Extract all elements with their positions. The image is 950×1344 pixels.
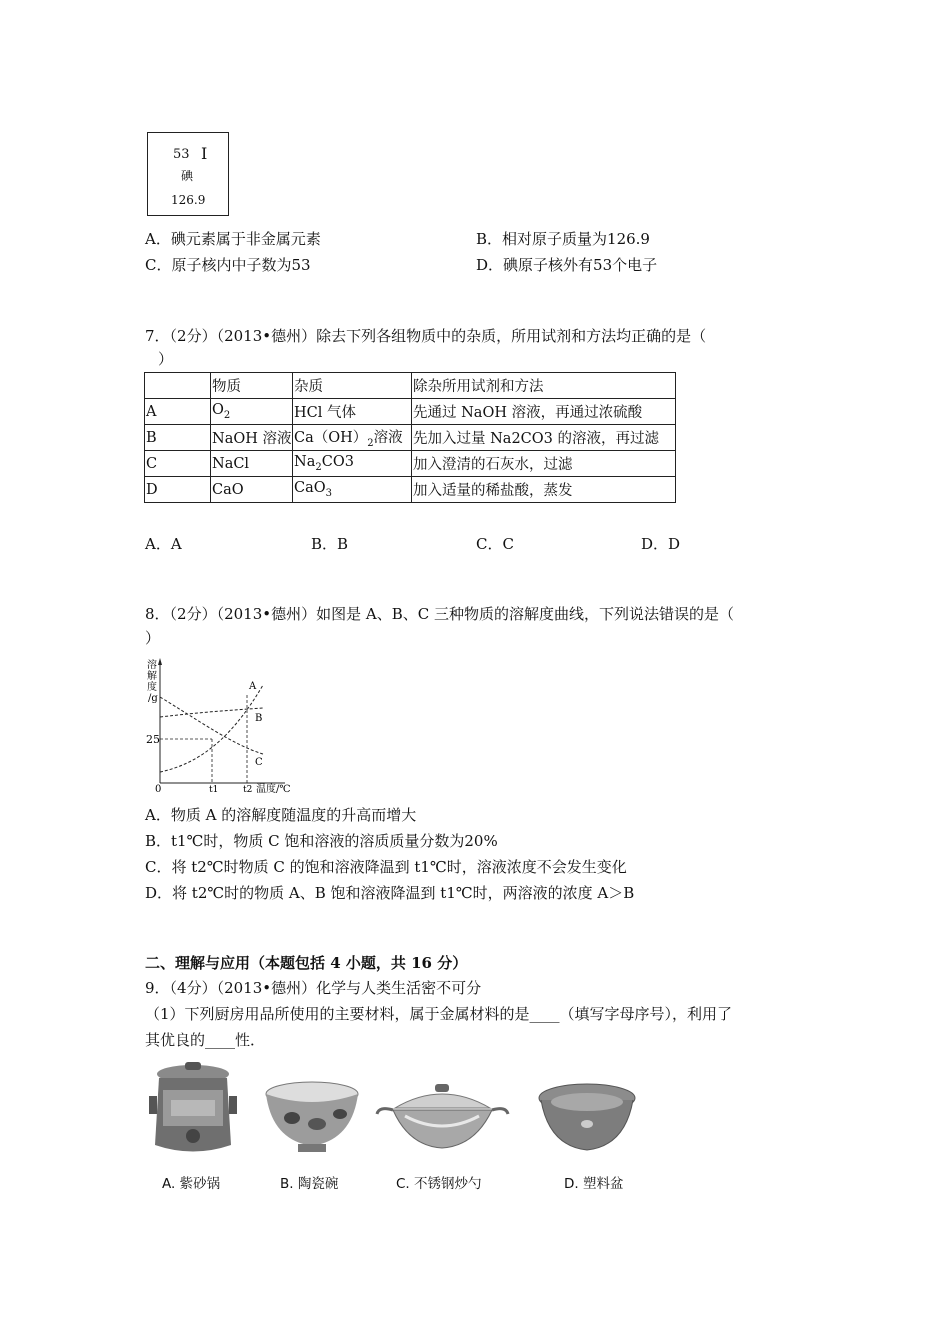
caption-b: B. 陶瓷碗 <box>280 1176 339 1192</box>
table-row <box>145 477 676 503</box>
table-cell: B <box>145 425 211 451</box>
origin-label: 0 <box>155 784 162 795</box>
curve-label-a: A <box>249 681 257 692</box>
curve-c <box>160 697 263 754</box>
curve-label-b: B <box>255 713 263 724</box>
q8-option-d: D．将 t2℃时的物质 A、B 饱和溶液降温到 t1℃时，两溶液的浓度 A＞B <box>145 884 635 902</box>
q7-option-d: D．D <box>641 535 681 553</box>
table-row <box>145 451 676 477</box>
table-cell: A <box>145 399 211 425</box>
element-card <box>147 132 229 216</box>
table-header-row <box>145 373 676 399</box>
element-name: 碘 <box>181 169 194 183</box>
table-cell: HCl 气体 <box>293 399 412 425</box>
table-cell: NaOH 溶液 <box>211 425 293 451</box>
q7-option-a: A．A <box>145 535 182 553</box>
q6-option-a: A．碘元素属于非金属元素 <box>145 230 321 248</box>
q8-stem-end: ） <box>145 629 161 647</box>
q7-option-c: C．C <box>476 535 514 553</box>
kitchenware-images <box>140 1060 660 1200</box>
table-cell: 加入澄清的石灰水，过滤 <box>412 451 676 477</box>
table-header-cell: 物质 <box>211 373 293 399</box>
q8-option-b: B．t1℃时，物质 C 饱和溶液的溶质质量分数为20% <box>145 832 498 850</box>
caption-a: A. 紫砂锅 <box>162 1176 221 1192</box>
x-tick-t1: t1 <box>209 785 219 795</box>
q6-option-d: D．碘原子核外有53个电子 <box>476 256 658 274</box>
x-tick-t2: t2 <box>243 785 253 795</box>
q7-table <box>144 372 676 503</box>
y-tick-25: 25 <box>146 733 160 746</box>
table-cell: D <box>145 477 211 503</box>
q6-option-c: C．原子核内中子数为53 <box>145 256 311 274</box>
clay-pot-image <box>145 1060 245 1160</box>
q9-part1: （1）下列厨房用品所使用的主要材料，属于金属材料的是____（填写字母序号），利用了 <box>145 1005 733 1023</box>
q7-stem-end: ） <box>158 350 174 368</box>
table-header-cell: 杂质 <box>293 373 412 399</box>
plastic-basin-image <box>535 1080 640 1160</box>
element-symbol: I <box>201 144 208 163</box>
table-cell: $O_2$ <box>211 399 293 425</box>
q6-option-b: B．相对原子质量为126.9 <box>476 230 650 248</box>
table-header-cell <box>145 373 211 399</box>
table-cell: 加入适量的稀盐酸，蒸发 <box>412 477 676 503</box>
atomic-mass: 126.9 <box>171 193 206 207</box>
ceramic-bowl-image <box>262 1080 362 1160</box>
q7-stem: 7．（2分）（2013•德州）除去下列各组物质中的杂质，所用试剂和方法均正确的是（ <box>145 327 707 345</box>
table-row <box>145 425 676 451</box>
q9-part1-end: 其优良的____性． <box>145 1031 266 1049</box>
q8-stem: 8．（2分）（2013•德州）如图是 A、B、C 三种物质的溶解度曲线，下列说法错误的是（ <box>145 605 734 623</box>
curve-label-c: C <box>255 757 263 768</box>
table-cell: CaO <box>211 477 293 503</box>
q8-option-a: A．物质 A 的溶解度随温度的升高而增大 <box>145 806 417 824</box>
table-cell: 先通过 NaOH 溶液，再通过浓硫酸 <box>412 399 676 425</box>
curve-b <box>160 708 263 717</box>
section-title: 二、理解与应用（本题包括 4 小题，共 16 分） <box>145 954 468 972</box>
table-header-cell: 除杂所用试剂和方法 <box>412 373 676 399</box>
x-axis-label: 温度/℃ <box>256 784 291 795</box>
steel-wok-image <box>375 1080 510 1160</box>
q8-option-c: C．将 t2℃时物质 C 的饱和溶液降温到 t1℃时，溶液浓度不会发生变化 <box>145 858 627 876</box>
table-cell: $Na_2CO3$ <box>293 451 412 477</box>
q9-stem: 9．（4分）（2013•德州）化学与人类生活密不可分 <box>145 979 482 997</box>
table-cell: CaO$_3$ <box>293 477 412 503</box>
table-cell: C <box>145 451 211 477</box>
table-cell: 先加入过量 Na2CO3 的溶液，再过滤 <box>412 425 676 451</box>
y-axis-label: 溶解度/g <box>147 660 158 704</box>
table-row <box>145 399 676 425</box>
table-cell: $Ca(OH)_2$溶液 <box>293 425 412 451</box>
q7-option-b: B．B <box>311 535 349 553</box>
caption-d: D. 塑料盆 <box>564 1176 624 1192</box>
y-axis-arrow-icon <box>158 658 162 665</box>
caption-c: C. 不锈钢炒勺 <box>396 1176 482 1192</box>
table-cell: NaCl <box>211 451 293 477</box>
solubility-curve-chart <box>143 655 303 795</box>
atomic-number: 53 <box>173 147 190 162</box>
